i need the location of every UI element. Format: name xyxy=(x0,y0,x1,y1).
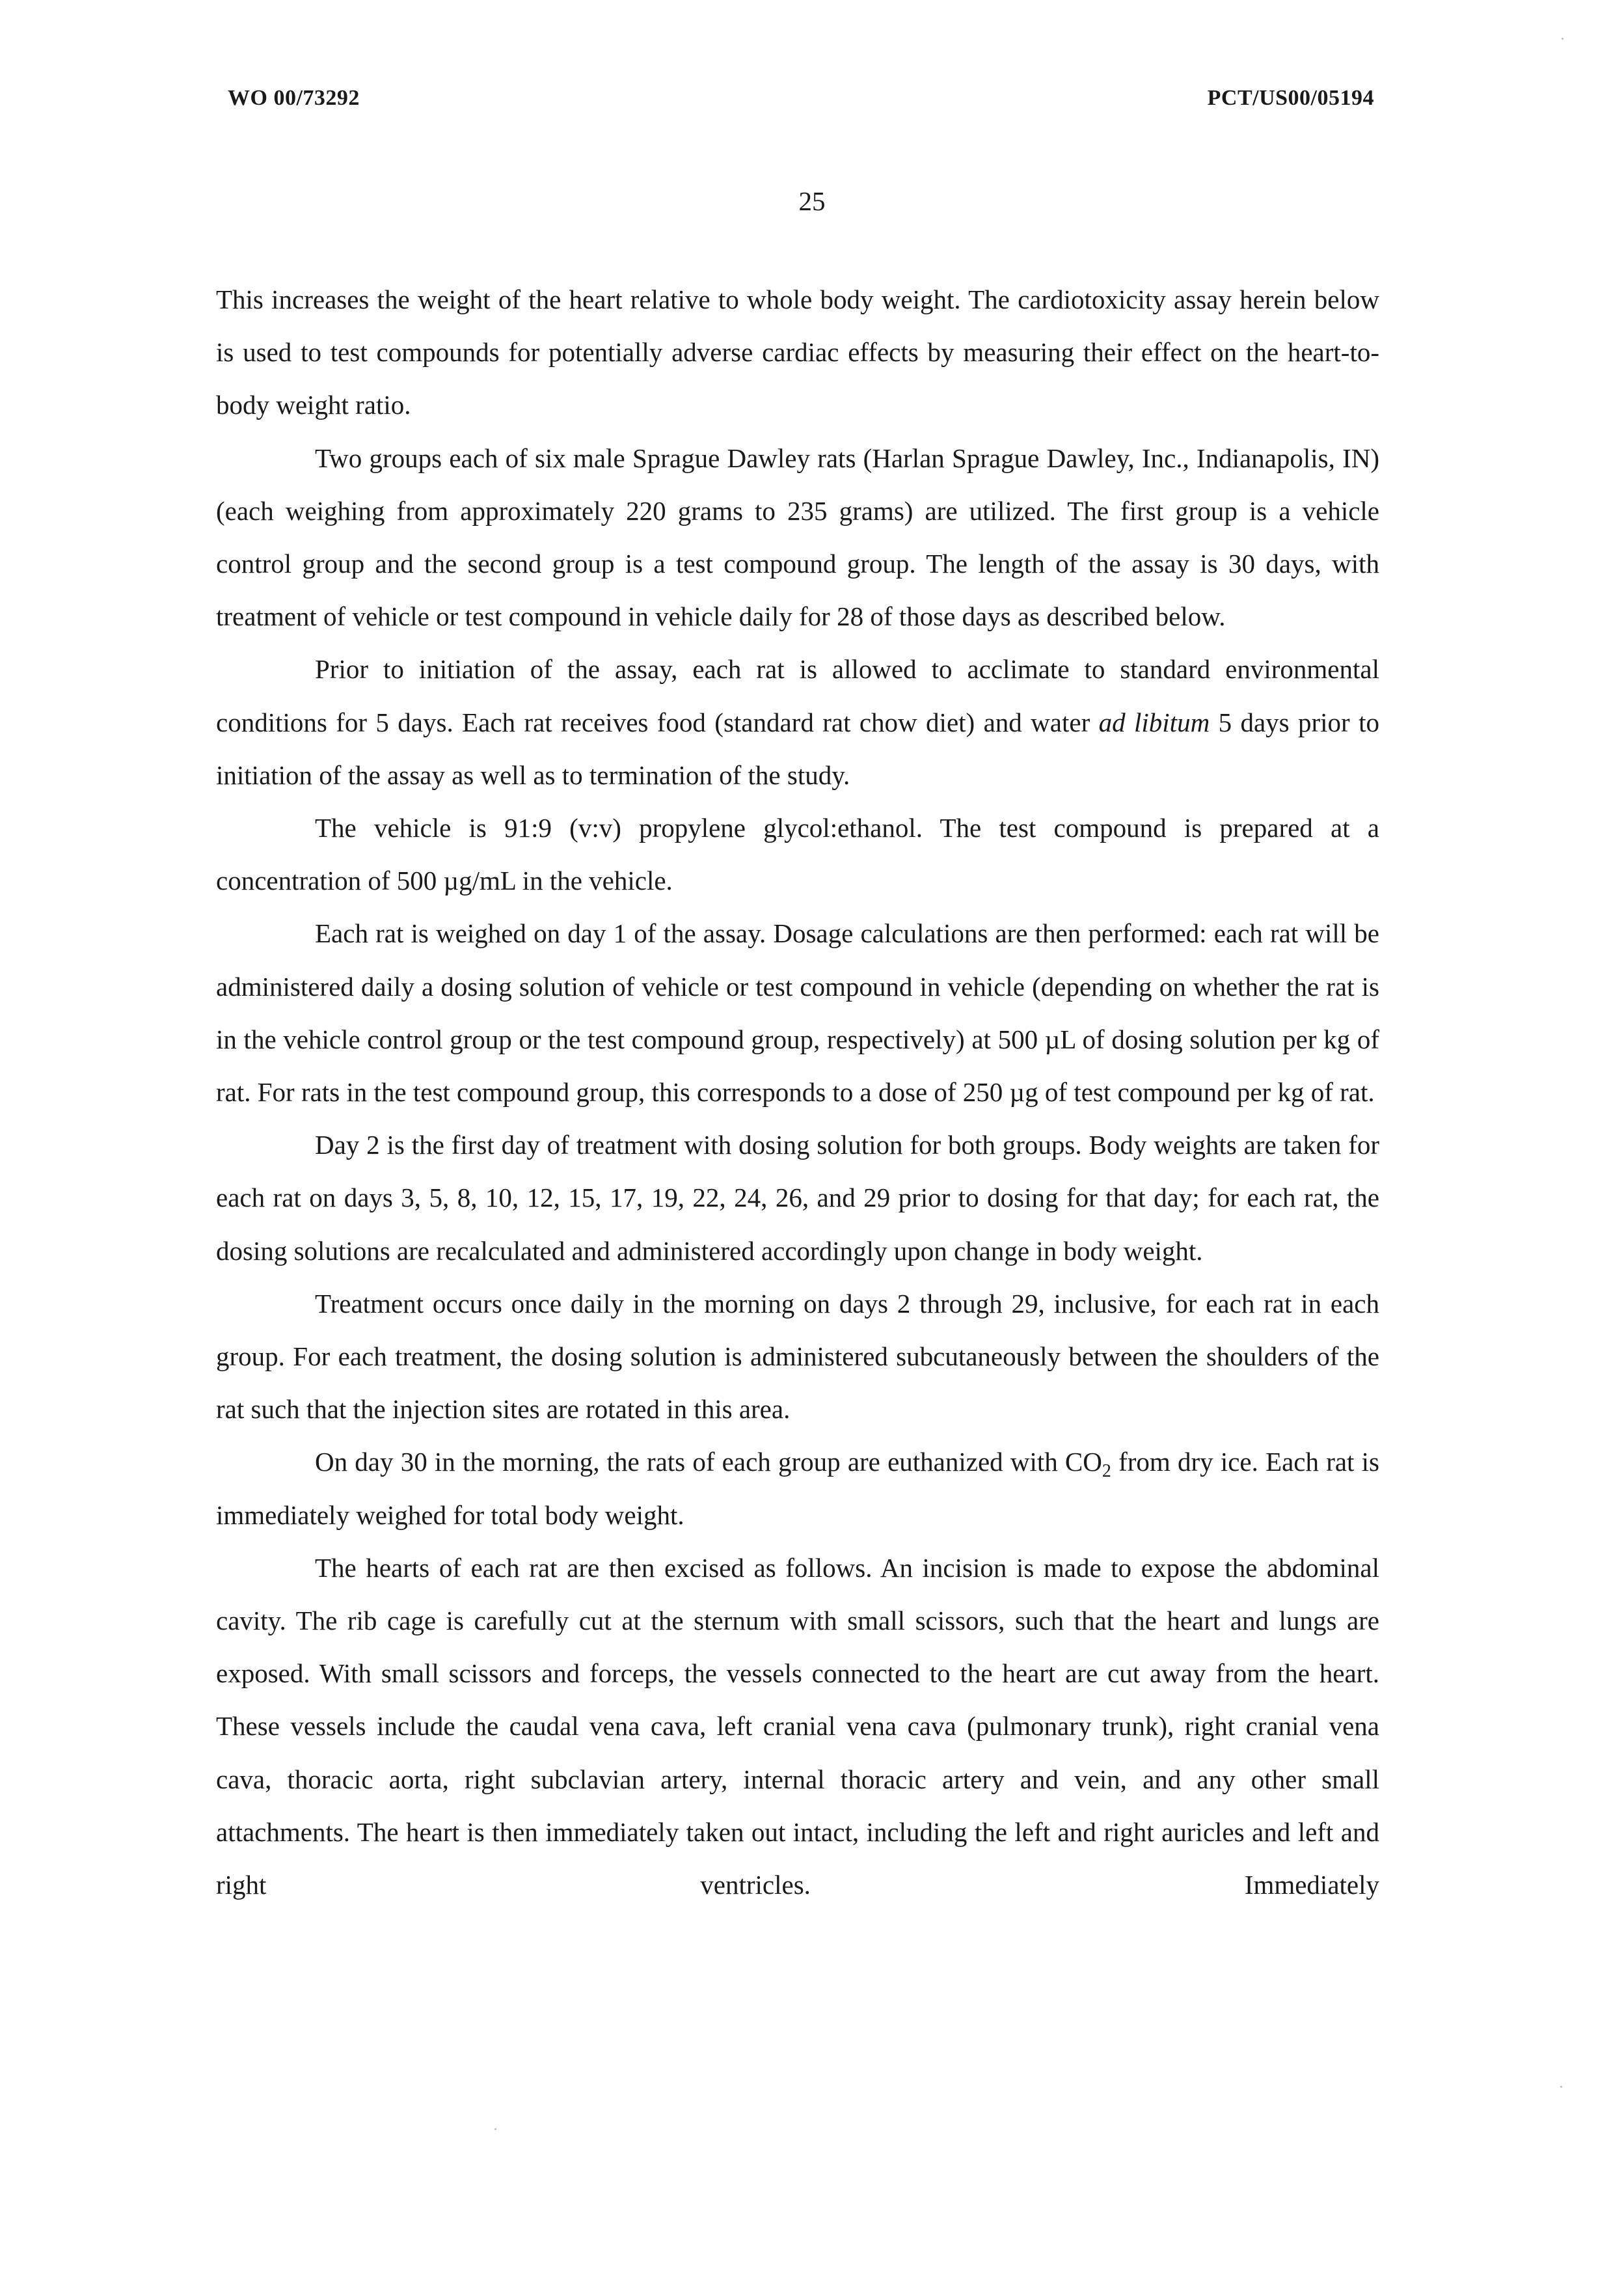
page-number: 25 xyxy=(798,186,826,216)
body-paragraph xyxy=(216,273,1379,432)
body-paragraph xyxy=(216,1119,1379,1278)
text-segment: Prior to initiation of the assay, each rat is allowed to acclimate to standard environmental conditions for 5 days. Each rat receives food (standard rat chow diet) and water xyxy=(216,654,1379,737)
body-paragraph xyxy=(216,643,1379,802)
document-body xyxy=(216,273,1379,1911)
scan-speck xyxy=(1562,38,1563,40)
text-segment: On day 30 in the morning, the rats of each group are euthanized with CO xyxy=(315,1447,1102,1477)
text-segment: Each rat is weighed on day 1 of the assay. Dosage calculations are then performed: each rat will be administered daily a dosing solution of vehicle or test compound in vehicle (depending on whether the rat is in the vehicle control group or the test compound group, respectively) at 500 µL of dosing solution per kg of rat. For rats in the test compound group, this corresponds to a dose of 250 µg of test compound per kg of rat. xyxy=(216,918,1379,1108)
text-segment: Two groups each of six male Sprague Dawley rats (Harlan Sprague Dawley, Inc., Indianapolis, IN) (each weighing from approximately 220 grams to 235 grams) are utilized. The first group is a vehicle control group and the second group is a test compound group. The length of the assay is 30 days, with treatment of vehicle or test compound in vehicle daily for 28 of those days as described below. xyxy=(216,443,1379,632)
scan-speck xyxy=(494,2128,496,2130)
scan-speck xyxy=(1560,2086,1562,2088)
subscript-text: 2 xyxy=(1102,1461,1111,1482)
publication-number: WO 00/73292 xyxy=(228,86,360,110)
application-number: PCT/US00/05194 xyxy=(1207,86,1374,110)
body-paragraph xyxy=(216,432,1379,644)
text-segment: Treatment occurs once daily in the morning on days 2 through 29, inclusive, for each rat in each group. For each treatment, the dosing solution is administered subcutaneously between the shoulders of the rat such that the injection sites are rotated in this area. xyxy=(216,1288,1379,1425)
text-segment: Day 2 is the first day of treatment with dosing solution for both groups. Body weights are taken for each rat on days 3, 5, 8, 10, 12, 15, 17, 19, 22, 24, 26, and 29 prior to dosing for that day; for each rat, the dosing solutions are recalculated and administered accordingly upon change in body weight. xyxy=(216,1130,1379,1266)
body-paragraph xyxy=(216,1278,1379,1436)
text-segment: from dry ice. Each rat is immediately weighed for total body weight. xyxy=(216,1447,1379,1530)
italic-text: ad libitum xyxy=(1098,707,1210,737)
text-segment: 5 days prior to initiation of the assay as well as to termination of the study. xyxy=(216,707,1379,790)
text-segment: The hearts of each rat are then excised as follows. An incision is made to expose the abdominal cavity. The rib cage is carefully cut at the sternum with small scissors, such that the heart and lungs are exposed. With small scissors and forceps, the vessels connected to the heart are cut away from the heart. These vessels include the caudal vena cava, left cranial vena cava (pulmonary trunk), right cranial vena cava, thoracic aorta, right subclavian artery, internal thoracic artery and vein, and any other small attachments. The heart is then immediately taken out intact, including the left and right auricles and left and right ventricles. Immediately xyxy=(216,1552,1379,1900)
body-paragraph xyxy=(216,802,1379,907)
body-paragraph xyxy=(216,907,1379,1119)
body-paragraph xyxy=(216,1436,1379,1541)
text-segment: The vehicle is 91:9 (v:v) propylene glycol:ethanol. The test compound is prepared at a concentration of 500 µg/mL in the vehicle. xyxy=(216,813,1379,896)
text-segment: This increases the weight of the heart relative to whole body weight. The cardiotoxicity assay herein below is used to test compounds for potentially adverse cardiac effects by measuring their effect on the heart-to-body weight ratio. xyxy=(216,284,1379,420)
body-paragraph xyxy=(216,1542,1379,1911)
